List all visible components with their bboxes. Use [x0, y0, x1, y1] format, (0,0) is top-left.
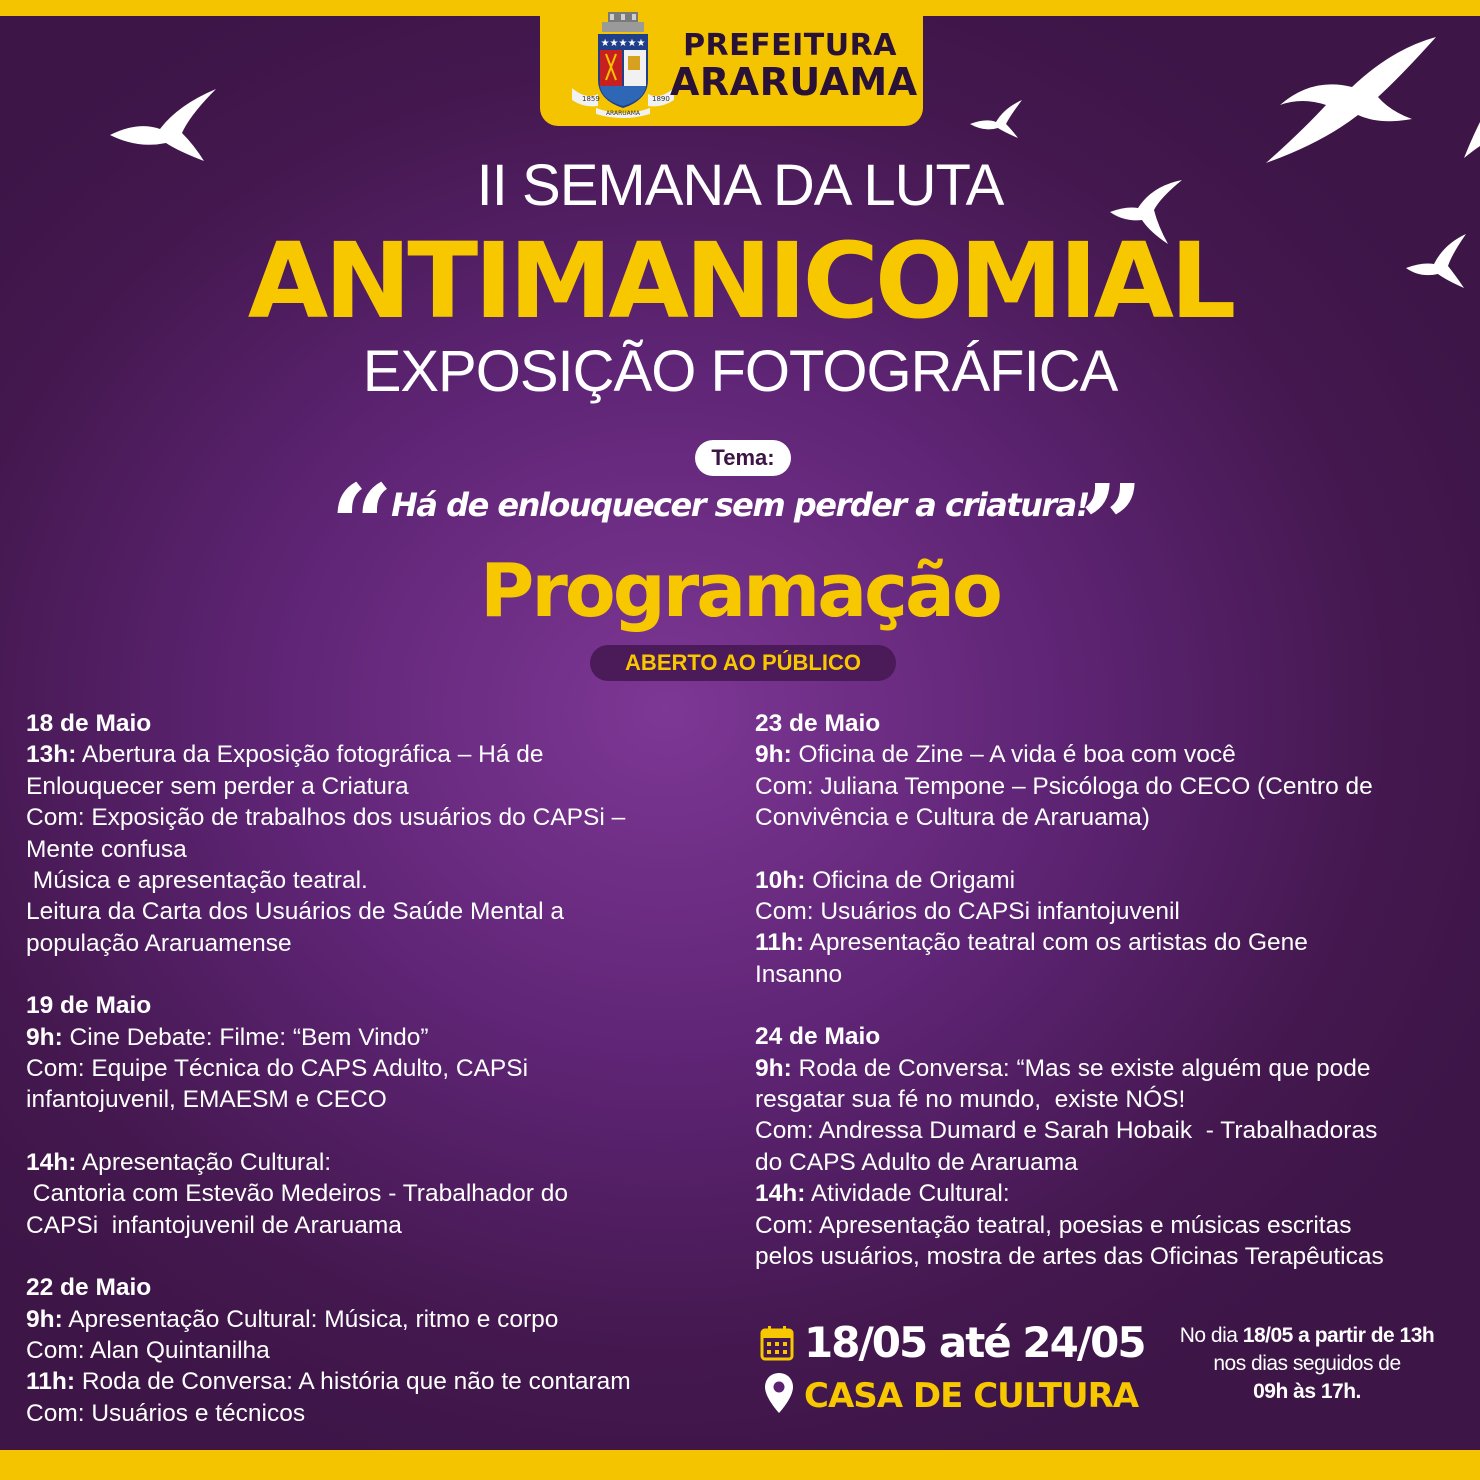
schedule-line: do CAPS Adulto de Araruama — [755, 1148, 1078, 1176]
schedule-line: Mente confusa — [26, 835, 187, 863]
schedule-line: 10h: Oficina de Origami — [755, 866, 1016, 894]
schedule-line: Enlouquecer sem perder a Criatura — [26, 772, 409, 800]
schedule-line: infantojuvenil, EMAESM e CECO — [26, 1086, 387, 1114]
coat-of-arms-icon — [568, 10, 678, 118]
bottom-yellow-bar — [0, 1450, 1480, 1480]
schedule-line: Com: Usuários do CAPSi infantojuvenil — [755, 898, 1180, 926]
schedule-line: 11h: Apresentação teatral com os artistas do Gene — [755, 929, 1308, 957]
schedule-line: Insanno — [755, 960, 843, 988]
schedule-line: pelos usuários, mostra de artes das Oficinas Terapêuticas — [755, 1243, 1384, 1271]
svg-text:1859: 1859 — [582, 95, 600, 103]
schedule-line: 9h: Apresentação Cultural: Música, ritmo e corpo — [26, 1305, 559, 1333]
schedule-line: resgatar sua fé no mundo, existe NÓS! — [755, 1086, 1186, 1114]
quote-close-mark: ” — [1080, 460, 1144, 589]
bird-icon — [1262, 35, 1438, 165]
schedule-line: Com: Equipe Técnica do CAPS Adulto, CAPSi — [26, 1055, 529, 1083]
event-location: CASA DE CULTURA — [804, 1376, 1139, 1416]
schedule-line: 9h: Roda de Conversa: “Mas se existe alguém que pode — [755, 1054, 1371, 1082]
programacao-heading: Programação — [480, 548, 1000, 634]
schedule-line: Com: Apresentação teatral, poesias e músicas escritas — [755, 1211, 1352, 1239]
schedule-line: Cantoria com Estevão Medeiros - Trabalhador do — [26, 1180, 568, 1208]
day-heading: 23 de Maio — [755, 710, 881, 737]
title-exposicao: EXPOSIÇÃO FOTOGRÁFICA — [362, 339, 1118, 404]
calendar-icon — [760, 1325, 794, 1361]
schedule-line: Convivência e Cultura de Araruama) — [755, 804, 1150, 832]
schedule-line: Com: Andressa Dumard e Sarah Hobaik - Trabalhadoras — [755, 1117, 1378, 1145]
logo-text-araruama: ARARUAMA — [670, 60, 918, 104]
schedule-line: Leitura da Carta dos Usuários de Saúde Mental a — [26, 898, 564, 926]
day-heading: 19 de Maio — [26, 992, 152, 1020]
svg-text:ARARUAMA: ARARUAMA — [605, 110, 641, 117]
schedule-line: Com: Usuários e técnicos — [26, 1399, 306, 1427]
schedule-line: Com: Juliana Tempone – Psicóloga do CECO (Centro de — [755, 772, 1373, 800]
schedule-line: população Araruamense — [26, 929, 292, 957]
day-heading: 24 de Maio — [755, 1023, 881, 1051]
day-heading: 22 de Maio — [26, 1274, 152, 1302]
schedule-line: 9h: Cine Debate: Filme: “Bem Vindo” — [26, 1023, 429, 1051]
schedule-line: 14h: Atividade Cultural: — [755, 1180, 1010, 1208]
title-semana: II SEMANA DA LUTA — [476, 153, 1004, 218]
location-pin-icon — [764, 1372, 794, 1414]
prefeitura-logo — [540, 0, 923, 126]
quote-open-mark: “ — [330, 460, 394, 589]
schedule-hours-note: No dia 18/05 a partir de 13h nos dias seguidos de 09h às 17h. — [1179, 1324, 1435, 1403]
title-antimanicomial: ANTIMANICOMIAL — [247, 220, 1233, 342]
svg-text:★★★★★: ★★★★★ — [600, 38, 646, 49]
tema-quote: Há de enlouquecer sem perder a criatura! — [391, 486, 1089, 524]
schedule-line: 9h: Oficina de Zine – A vida é boa com você — [755, 741, 1236, 769]
schedule-line: Com: Exposição de trabalhos dos usuários do CAPSi – — [26, 804, 626, 832]
logo-text-prefeitura: PREFEITURA — [683, 28, 897, 63]
tema-badge: Tema: — [695, 440, 791, 476]
schedule-left-column — [26, 708, 726, 1429]
schedule-line: 13h: Abertura da Exposição fotográfica – Há de — [26, 741, 544, 769]
day-heading: 18 de Maio — [26, 710, 152, 737]
schedule-line: 14h: Apresentação Cultural: — [26, 1148, 332, 1176]
bird-icon — [968, 98, 1024, 140]
svg-text:1890: 1890 — [652, 95, 670, 103]
event-date-range: 18/05 até 24/05 — [804, 1318, 1145, 1367]
schedule-line: 11h: Roda de Conversa: A história que não te contaram — [26, 1368, 631, 1396]
aberto-badge: ABERTO AO PÚBLICO — [590, 645, 896, 681]
schedule-line: Com: Alan Quintanilha — [26, 1336, 270, 1364]
schedule-right-column — [755, 708, 1455, 1273]
schedule-line: CAPSi infantojuvenil de Araruama — [26, 1211, 402, 1239]
schedule-line: Música e apresentação teatral. — [26, 867, 368, 895]
